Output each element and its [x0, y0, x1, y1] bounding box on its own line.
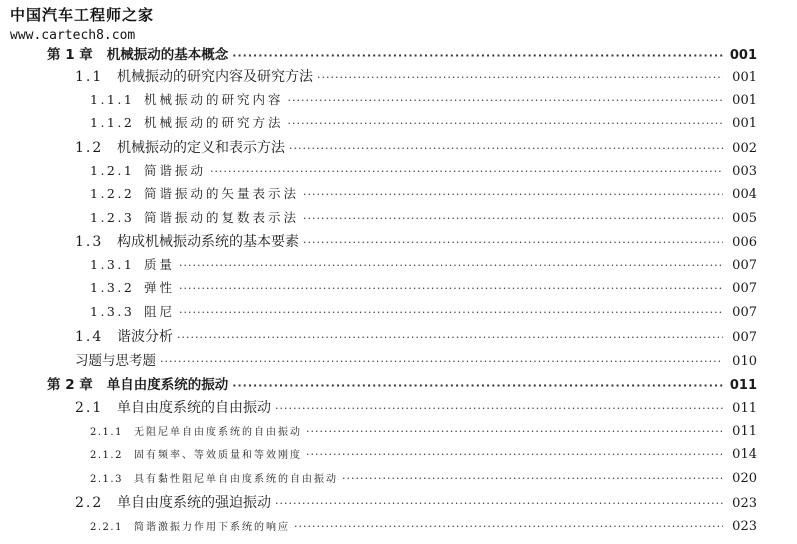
toc-entry-page: 014 [732, 447, 757, 462]
toc-entry-title: 具有黏性阻尼单自由度系统的自由振动 [134, 474, 338, 485]
toc-entry-subsection[interactable] [90, 184, 757, 202]
watermark-title: 中国汽车工程师之家 [10, 6, 155, 24]
toc-entry-number: 1.3.1 [90, 257, 135, 272]
toc-entry-title: 习题与思考题 [75, 353, 156, 369]
toc-entry-page: 011 [729, 378, 757, 393]
toc-entry-section[interactable] [75, 66, 757, 86]
toc-entry-page: 007 [732, 305, 757, 320]
toc-entry-title: 机械振动的基本概念 [106, 47, 229, 63]
toc-entry-subsection[interactable] [90, 208, 757, 226]
toc-entry-title: 简谐振动的矢量表示法 [144, 186, 300, 201]
toc-entry-number: 2.1.3 [90, 474, 123, 485]
toc-entry-title: 单自由度系统的振动 [106, 377, 229, 393]
leader-dots [317, 71, 723, 84]
toc-entry-title: 弹性 [144, 280, 176, 295]
toc-entry-chapter-2[interactable] [47, 373, 757, 393]
toc-entry-page: 007 [732, 330, 757, 345]
leader-dots [303, 236, 723, 249]
toc-entry-number: 1.3 [75, 234, 104, 250]
toc-entry-page: 006 [732, 235, 757, 250]
toc-entry-subsection[interactable] [90, 255, 757, 273]
toc-entry-subsection[interactable] [90, 446, 757, 462]
toc-entry-subsection[interactable] [90, 423, 757, 439]
toc-entry-title: 无阻尼单自由度系统的自由振动 [134, 427, 302, 438]
toc-entry-page: 011 [732, 401, 757, 416]
toc-entry-page: 007 [732, 258, 757, 273]
toc-entry-number: 2.1.1 [90, 427, 123, 438]
leader-dots [294, 520, 723, 533]
toc-entry-number: 第 1 章 [47, 47, 93, 63]
toc-entry-title: 质量 [144, 257, 176, 272]
toc-entry-subsection[interactable] [90, 518, 757, 534]
leader-dots [179, 259, 723, 272]
toc-entry-title: 固有频率、等效质量和等效刚度 [134, 450, 302, 461]
toc-entry-page: 002 [732, 141, 757, 156]
toc-entry-exercises[interactable] [75, 349, 757, 369]
toc-entry-page: 001 [732, 116, 757, 131]
leader-dots [303, 212, 723, 225]
leader-dots [306, 425, 723, 438]
toc-entry-section[interactable] [75, 137, 757, 157]
toc-entry-number: 1.2.2 [90, 186, 135, 201]
leader-dots [232, 379, 723, 392]
toc-entry-number: 1.2.1 [90, 163, 135, 178]
toc-entry-number: 1.2.3 [90, 210, 135, 225]
toc-entry-number: 2.2.1 [90, 522, 123, 533]
toc-entry-title: 机械振动的研究内容 [144, 92, 284, 107]
toc-entry-number: 1.4 [75, 329, 104, 345]
toc-entry-title: 简谐振动 [144, 163, 207, 178]
toc-entry-title: 机械振动的研究方法 [144, 115, 284, 130]
toc-entry-subsection[interactable] [90, 470, 757, 486]
toc-entry-number: 1.1.1 [90, 92, 135, 107]
toc-entry-page: 001 [732, 70, 757, 85]
toc-entry-number: 2.1 [75, 400, 104, 416]
leader-dots [288, 117, 723, 130]
toc-entry-page: 011 [732, 424, 757, 439]
toc-entry-subsection[interactable] [90, 278, 757, 296]
toc-entry-title: 简谐激振力作用下系统的响应 [134, 522, 290, 533]
toc-entry-page: 010 [732, 354, 757, 369]
toc-entry-title: 构成机械振动系统的基本要素 [117, 234, 299, 250]
toc-entry-number: 1.1 [75, 69, 104, 85]
toc-entry-title: 机械振动的研究内容及研究方法 [117, 69, 313, 85]
toc-entry-number: 第 2 章 [47, 377, 93, 393]
toc-entry-title: 单自由度系统的强迫振动 [117, 495, 271, 511]
leader-dots [275, 402, 723, 415]
toc-entry-page: 001 [732, 93, 757, 108]
toc-entry-title: 单自由度系统的自由振动 [117, 400, 271, 416]
leader-dots [177, 331, 723, 344]
leader-dots [179, 306, 723, 319]
leader-dots [160, 355, 723, 368]
toc-entry-section[interactable] [75, 326, 757, 346]
toc-entry-number: 1.1.2 [90, 115, 135, 130]
leader-dots [303, 188, 723, 201]
toc-entry-page: 004 [732, 187, 757, 202]
toc-entry-section[interactable] [75, 397, 757, 417]
toc-entry-subsection[interactable] [90, 90, 757, 108]
leader-dots [232, 49, 723, 62]
watermark [10, 6, 154, 44]
toc-entry-section[interactable] [75, 231, 757, 251]
toc-entry-page: 020 [732, 471, 757, 486]
toc-entry-page: 023 [732, 496, 757, 511]
toc-entry-number: 1.3.3 [90, 304, 135, 319]
toc-entry-page: 005 [732, 211, 757, 226]
toc-entry-page: 007 [732, 281, 757, 296]
toc-entry-chapter-1[interactable] [47, 43, 757, 63]
toc-entry-title: 谐波分析 [117, 329, 173, 345]
leader-dots [179, 282, 723, 295]
leader-dots [342, 472, 723, 485]
watermark-url: www.cartech8.com [10, 28, 136, 43]
leader-dots [288, 94, 723, 107]
toc-entry-page: 003 [732, 164, 757, 179]
toc-entry-title: 阻尼 [144, 304, 176, 319]
toc-entry-page: 001 [729, 48, 757, 63]
leader-dots [306, 448, 723, 461]
toc-entry-number: 2.1.2 [90, 450, 123, 461]
toc-entry-number: 2.2 [75, 495, 104, 511]
leader-dots [275, 497, 723, 510]
toc-entry-number: 1.2 [75, 140, 104, 156]
toc-entry-title: 简谐振动的复数表示法 [144, 210, 300, 225]
toc-entry-number: 1.3.2 [90, 280, 135, 295]
toc-entry-subsection[interactable] [90, 113, 757, 131]
toc-entry-subsection[interactable] [90, 161, 757, 179]
leader-dots [289, 142, 723, 155]
toc-entry-title: 机械振动的定义和表示方法 [117, 140, 285, 156]
toc-entry-subsection[interactable] [90, 302, 757, 320]
toc-entry-section[interactable] [75, 492, 757, 512]
toc-entry-page: 023 [732, 519, 757, 534]
leader-dots [210, 165, 723, 178]
